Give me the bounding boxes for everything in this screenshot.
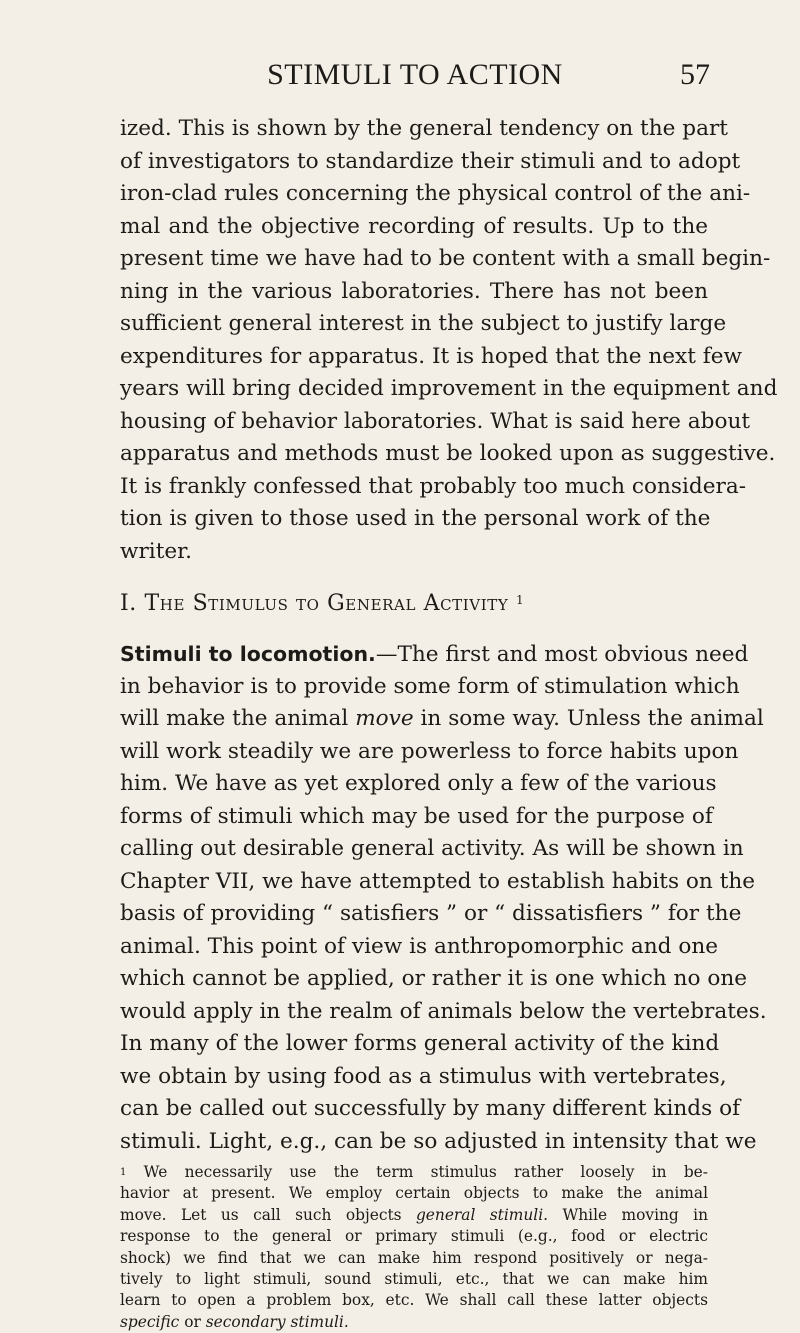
text-line: him. We have as yet explored only a few of the various: [120, 771, 717, 796]
text-run: move. Let us call such objects: [120, 1205, 416, 1224]
body-text: [120, 113, 778, 1333]
text-line: basis of providing “ satisfiers ” or “ dissatisfiers ” for the: [120, 901, 742, 926]
footnote-line: havior at present. We employ certain objects to make the animal: [120, 1184, 708, 1203]
paragraph-lead-in: Stimuli to locomotion.: [120, 642, 376, 666]
emphasis: specific: [120, 1312, 180, 1331]
footnote-line: shock) we find that we can make him respond positively or nega-: [120, 1248, 708, 1267]
footnote-line: response to the general or primary stimuli (e.g., food or electric: [120, 1227, 708, 1246]
text-line: tion is given to those used in the personal work of the: [120, 506, 711, 531]
text-run: will make the animal: [120, 706, 356, 731]
text-line: In many of the lower forms general activity of the kind: [120, 1031, 720, 1056]
emphasis: general stimuli.: [415, 1205, 549, 1224]
paragraph: [120, 113, 778, 568]
text-line: mal and the objective recording of results. Up to the: [120, 213, 708, 239]
footnote-line: [120, 1312, 708, 1333]
text-line: apparatus and methods must be looked upon as suggestive.: [120, 441, 776, 466]
text-line: ning in the various laboratories. There has not been: [120, 278, 708, 304]
text-line: animal. This point of view is anthropomorphic and one: [120, 933, 719, 959]
footnote-line: [120, 1205, 708, 1226]
text-line: forms of stimuli which may be used for the purpose of: [120, 803, 713, 829]
text-line: iron-clad rules concerning the physical control of the ani-: [120, 181, 751, 206]
text-line: housing of behavior laboratories. What is said here about: [120, 408, 751, 434]
text-line: [120, 638, 749, 671]
section-title: The Stimulus to General Activity: [144, 591, 509, 616]
text-run: in some way. Unless the animal: [413, 706, 764, 731]
emphasis: move: [355, 706, 414, 731]
footnote-line: learn to open a problem box, etc. We shall call these latter objects: [120, 1291, 708, 1310]
text-line: sufficient general interest in the subject to justify large: [120, 311, 727, 336]
text-line: calling out desirable general activity. As will be shown in: [120, 836, 744, 861]
text-line: Chapter VII, we have attempted to establish habits on the: [120, 868, 756, 894]
emphasis: secondary stimuli.: [205, 1312, 349, 1331]
section-numeral: I.: [120, 591, 137, 616]
text-run: We necessarily use the term stimulus rather loosely in be-: [143, 1163, 708, 1181]
text-line: of investigators to standardize their stimuli and to adopt: [120, 148, 741, 174]
text-line: can be called out successfully by many different kinds of: [120, 1096, 741, 1121]
footnote-ref: 1: [515, 593, 525, 607]
footnote-marker: 1: [120, 1167, 127, 1178]
footnote: [120, 1162, 708, 1333]
footnote-line: [120, 1162, 708, 1183]
text-line: writer.: [120, 538, 192, 564]
footnote-line: tively to light stimuli, sound stimuli, etc., that we can make him: [120, 1269, 708, 1288]
text-line: ized. This is shown by the general tendency on the part: [120, 116, 728, 141]
text-line: [120, 703, 764, 736]
text-line: would apply in the realm of animals below the vertebrates.: [120, 998, 767, 1024]
text-line: years will bring decided improvement in the equipment and: [120, 376, 778, 401]
text-line: which cannot be applied, or rather it is one which no one: [120, 966, 748, 991]
text-run: —The first and most obvious need: [375, 642, 749, 667]
running-title: STIMULI TO ACTION: [267, 58, 563, 91]
text-line: in behavior is to provide some form of stimulation which: [120, 673, 740, 699]
text-line: present time we have had to be content with a small begin-: [120, 246, 771, 271]
paragraph: [120, 638, 767, 1158]
section-heading: [120, 590, 708, 618]
text-line: expenditures for apparatus. It is hoped that the next few: [120, 343, 743, 369]
text-line: stimuli. Light, e.g., can be so adjusted in intensity that we: [120, 1128, 757, 1154]
text-line: we obtain by using food as a stimulus with vertebrates,: [120, 1063, 727, 1089]
text-run: While moving in: [548, 1205, 709, 1224]
text-line: It is frankly confessed that probably too much considera-: [120, 473, 746, 499]
page-number: 57: [680, 58, 710, 91]
page-header: [120, 58, 710, 98]
text-line: will work steadily we are powerless to force habits upon: [120, 738, 739, 764]
text-run: or: [179, 1312, 206, 1331]
